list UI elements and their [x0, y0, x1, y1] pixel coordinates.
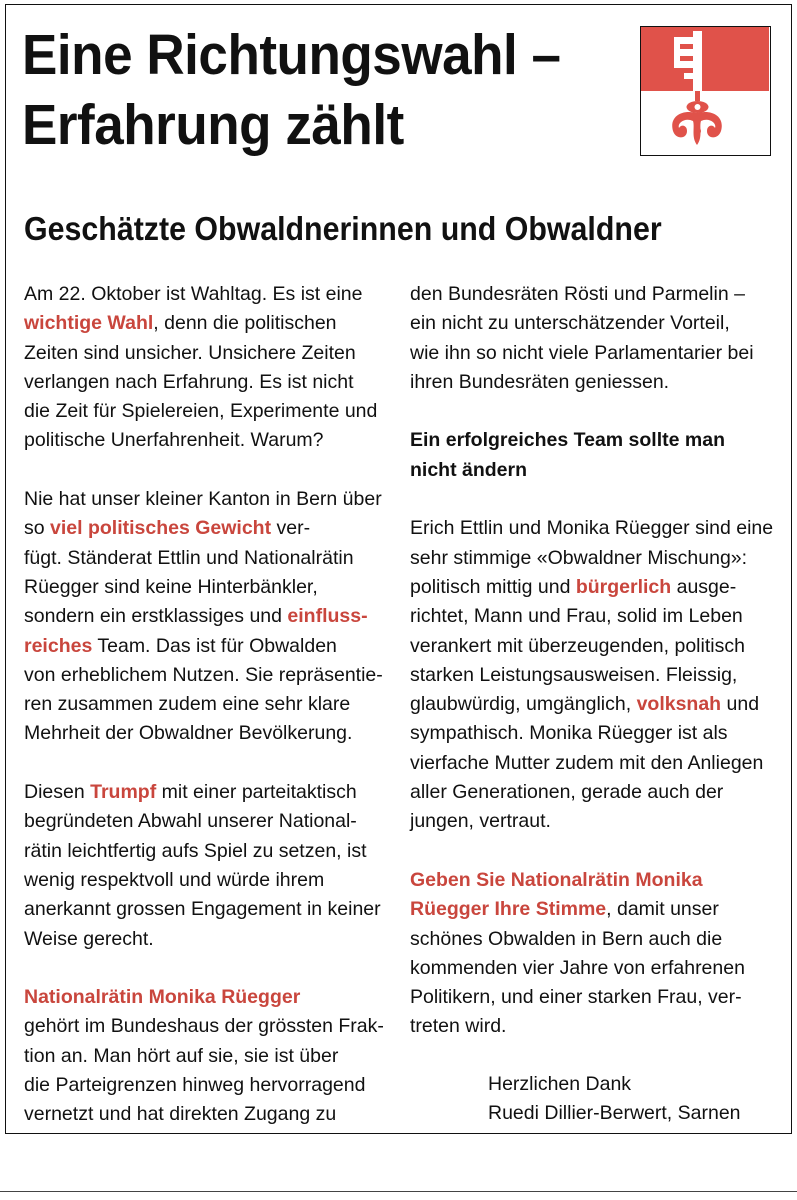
left-column — [24, 280, 389, 1159]
text-line: den Bundesräten Rösti und Parmelin – — [410, 283, 745, 305]
subhead: Geschätzte Obwaldnerinnen und Obwaldner — [24, 210, 662, 247]
text-line: Mehrheit der Obwaldner Bevölkerung. — [24, 722, 353, 745]
text-line: die Zeit für Spielereien, Experimente und — [24, 400, 378, 423]
text-line — [410, 690, 775, 719]
text-span: glaubwürdig, umgänglich, — [410, 693, 637, 716]
text-line: kommenden vier Jahre von erfahrenen — [410, 956, 745, 979]
text-line: begründeten Abwahl unserer National- — [24, 810, 357, 833]
text-line — [24, 602, 389, 631]
text-line: verankert mit überzeugenden, politisch — [410, 634, 745, 657]
highlight-text: einfluss- — [287, 605, 368, 628]
highlight-text: Geben Sie Nationalrätin Monika — [410, 868, 703, 891]
text-line: die Parteigrenzen hinweg hervorragend — [24, 1074, 366, 1097]
highlight-text: reiches — [24, 634, 93, 657]
text-line: sehr stimmige «Obwaldner Mischung»: — [410, 546, 748, 569]
text-span: so — [24, 517, 51, 540]
signature-thanks: Herzlichen Dank — [488, 1073, 632, 1095]
highlight-text: Rüegger Ihre Stimme — [410, 898, 607, 921]
text-line: sympathisch. Monika Rüegger ist als — [410, 722, 728, 745]
paragraph — [24, 280, 389, 456]
text-line: schönes Obwalden in Bern auch die — [410, 927, 723, 950]
text-line: ein nicht zu unterschätzender Vorteil, — [410, 312, 730, 335]
paragraph — [24, 778, 389, 954]
text-line: treten wird. — [410, 1015, 507, 1038]
text-line: Am 22. Oktober ist Wahltag. Es ist eine — [24, 283, 363, 305]
text-line: Erich Ettlin und Monika Rüegger sind eine — [410, 517, 774, 540]
text-line: vierfache Mutter zudem mit den Anliegen — [410, 751, 764, 774]
headline-line-2: Erfahrung zählt — [22, 93, 404, 157]
text-line: jungen, vertraut. — [410, 810, 551, 833]
text-line — [24, 514, 389, 543]
heading-line: Ein erfolgreiches Team sollte man — [410, 429, 725, 452]
text-line: fügt. Ständerat Ettlin und Nationalrätin — [24, 546, 354, 569]
text-line: ren zusammen zudem eine sehr klare — [24, 693, 351, 716]
paragraph — [410, 514, 775, 836]
text-span: sondern ein erstklassiges und — [24, 605, 288, 628]
text-line: Politikern, und einer starken Frau, ver- — [410, 986, 742, 1009]
text-line — [24, 632, 389, 661]
paragraph — [410, 866, 775, 1042]
text-line: richtet, Mann und Frau, solid im Leben — [410, 605, 743, 628]
text-line: aller Generationen, gerade auch der — [410, 781, 724, 804]
paragraph — [410, 280, 775, 397]
signature-name: Ruedi Dillier-Berwert, Sarnen — [488, 1102, 741, 1125]
text-line: ihren Bundesräten geniessen. — [410, 370, 670, 393]
highlight-text: Nationalrätin Monika Rüegger — [24, 986, 301, 1009]
text-line: verlangen nach Erfahrung. Es ist nicht — [24, 370, 354, 393]
right-column — [410, 280, 775, 1071]
text-span: Team. Das ist für Obwalden — [92, 634, 337, 657]
text-span: , denn die politischen — [153, 312, 337, 335]
text-line — [24, 778, 389, 807]
text-line: Rüegger sind keine Hinterbänkler, — [24, 575, 318, 598]
heading-line: nicht ändern — [410, 458, 528, 481]
text-line: rätin leichtfertig aufs Spiel zu setzen, ist — [24, 839, 367, 862]
text-line: Nie hat unser kleiner Kanton in Bern über — [24, 488, 382, 511]
paragraph — [24, 983, 389, 1129]
obwalden-crest-icon — [640, 26, 771, 156]
text-span: ver- — [271, 517, 311, 540]
text-line: politische Unerfahrenheit. Warum? — [24, 429, 324, 452]
text-span: politisch mittig und — [410, 575, 576, 598]
text-line — [410, 573, 775, 602]
headline — [22, 20, 580, 160]
text-line — [24, 309, 389, 338]
text-line: anerkannt grossen Engagement in keiner — [24, 898, 381, 921]
text-line: wie ihn so nicht viele Parlamentarier bei — [410, 341, 754, 364]
highlight-text: Trumpf — [90, 781, 157, 804]
highlight-text: viel politisches Gewicht — [50, 517, 272, 540]
text-line: Weise gerecht. — [24, 927, 154, 950]
text-span: mit einer parteitaktisch — [156, 781, 357, 804]
paragraph — [24, 485, 389, 749]
text-line: vernetzt und hat direkten Zugang zu — [24, 1103, 337, 1126]
text-span: ausge- — [671, 575, 737, 598]
text-line: Zeiten sind unsicher. Unsichere Zeiten — [24, 341, 356, 364]
section-heading — [410, 426, 775, 485]
signature — [488, 1070, 741, 1129]
highlight-text: bürgerlich — [575, 575, 672, 598]
text-span: , damit unser — [606, 898, 719, 921]
text-line: starken Leistungsausweisen. Fleissig, — [410, 663, 738, 686]
text-span: und — [721, 693, 760, 716]
text-line — [410, 895, 775, 924]
bottom-rule — [0, 1191, 797, 1192]
text-line: gehört im Bundeshaus der grössten Frak- — [24, 1015, 384, 1038]
text-line: tion an. Man hört auf sie, sie ist über — [24, 1044, 339, 1067]
highlight-text: volksnah — [636, 693, 722, 716]
obwalden-key-crest-icon — [641, 27, 769, 154]
text-line: von erheblichem Nutzen. Sie repräsentie- — [24, 663, 383, 686]
text-span: Diesen — [24, 781, 91, 804]
text-line: wenig respektvoll und würde ihrem — [24, 868, 325, 891]
highlight-text: wichtige Wahl — [24, 312, 154, 335]
headline-line-1: Eine Richtungswahl – — [22, 23, 561, 87]
